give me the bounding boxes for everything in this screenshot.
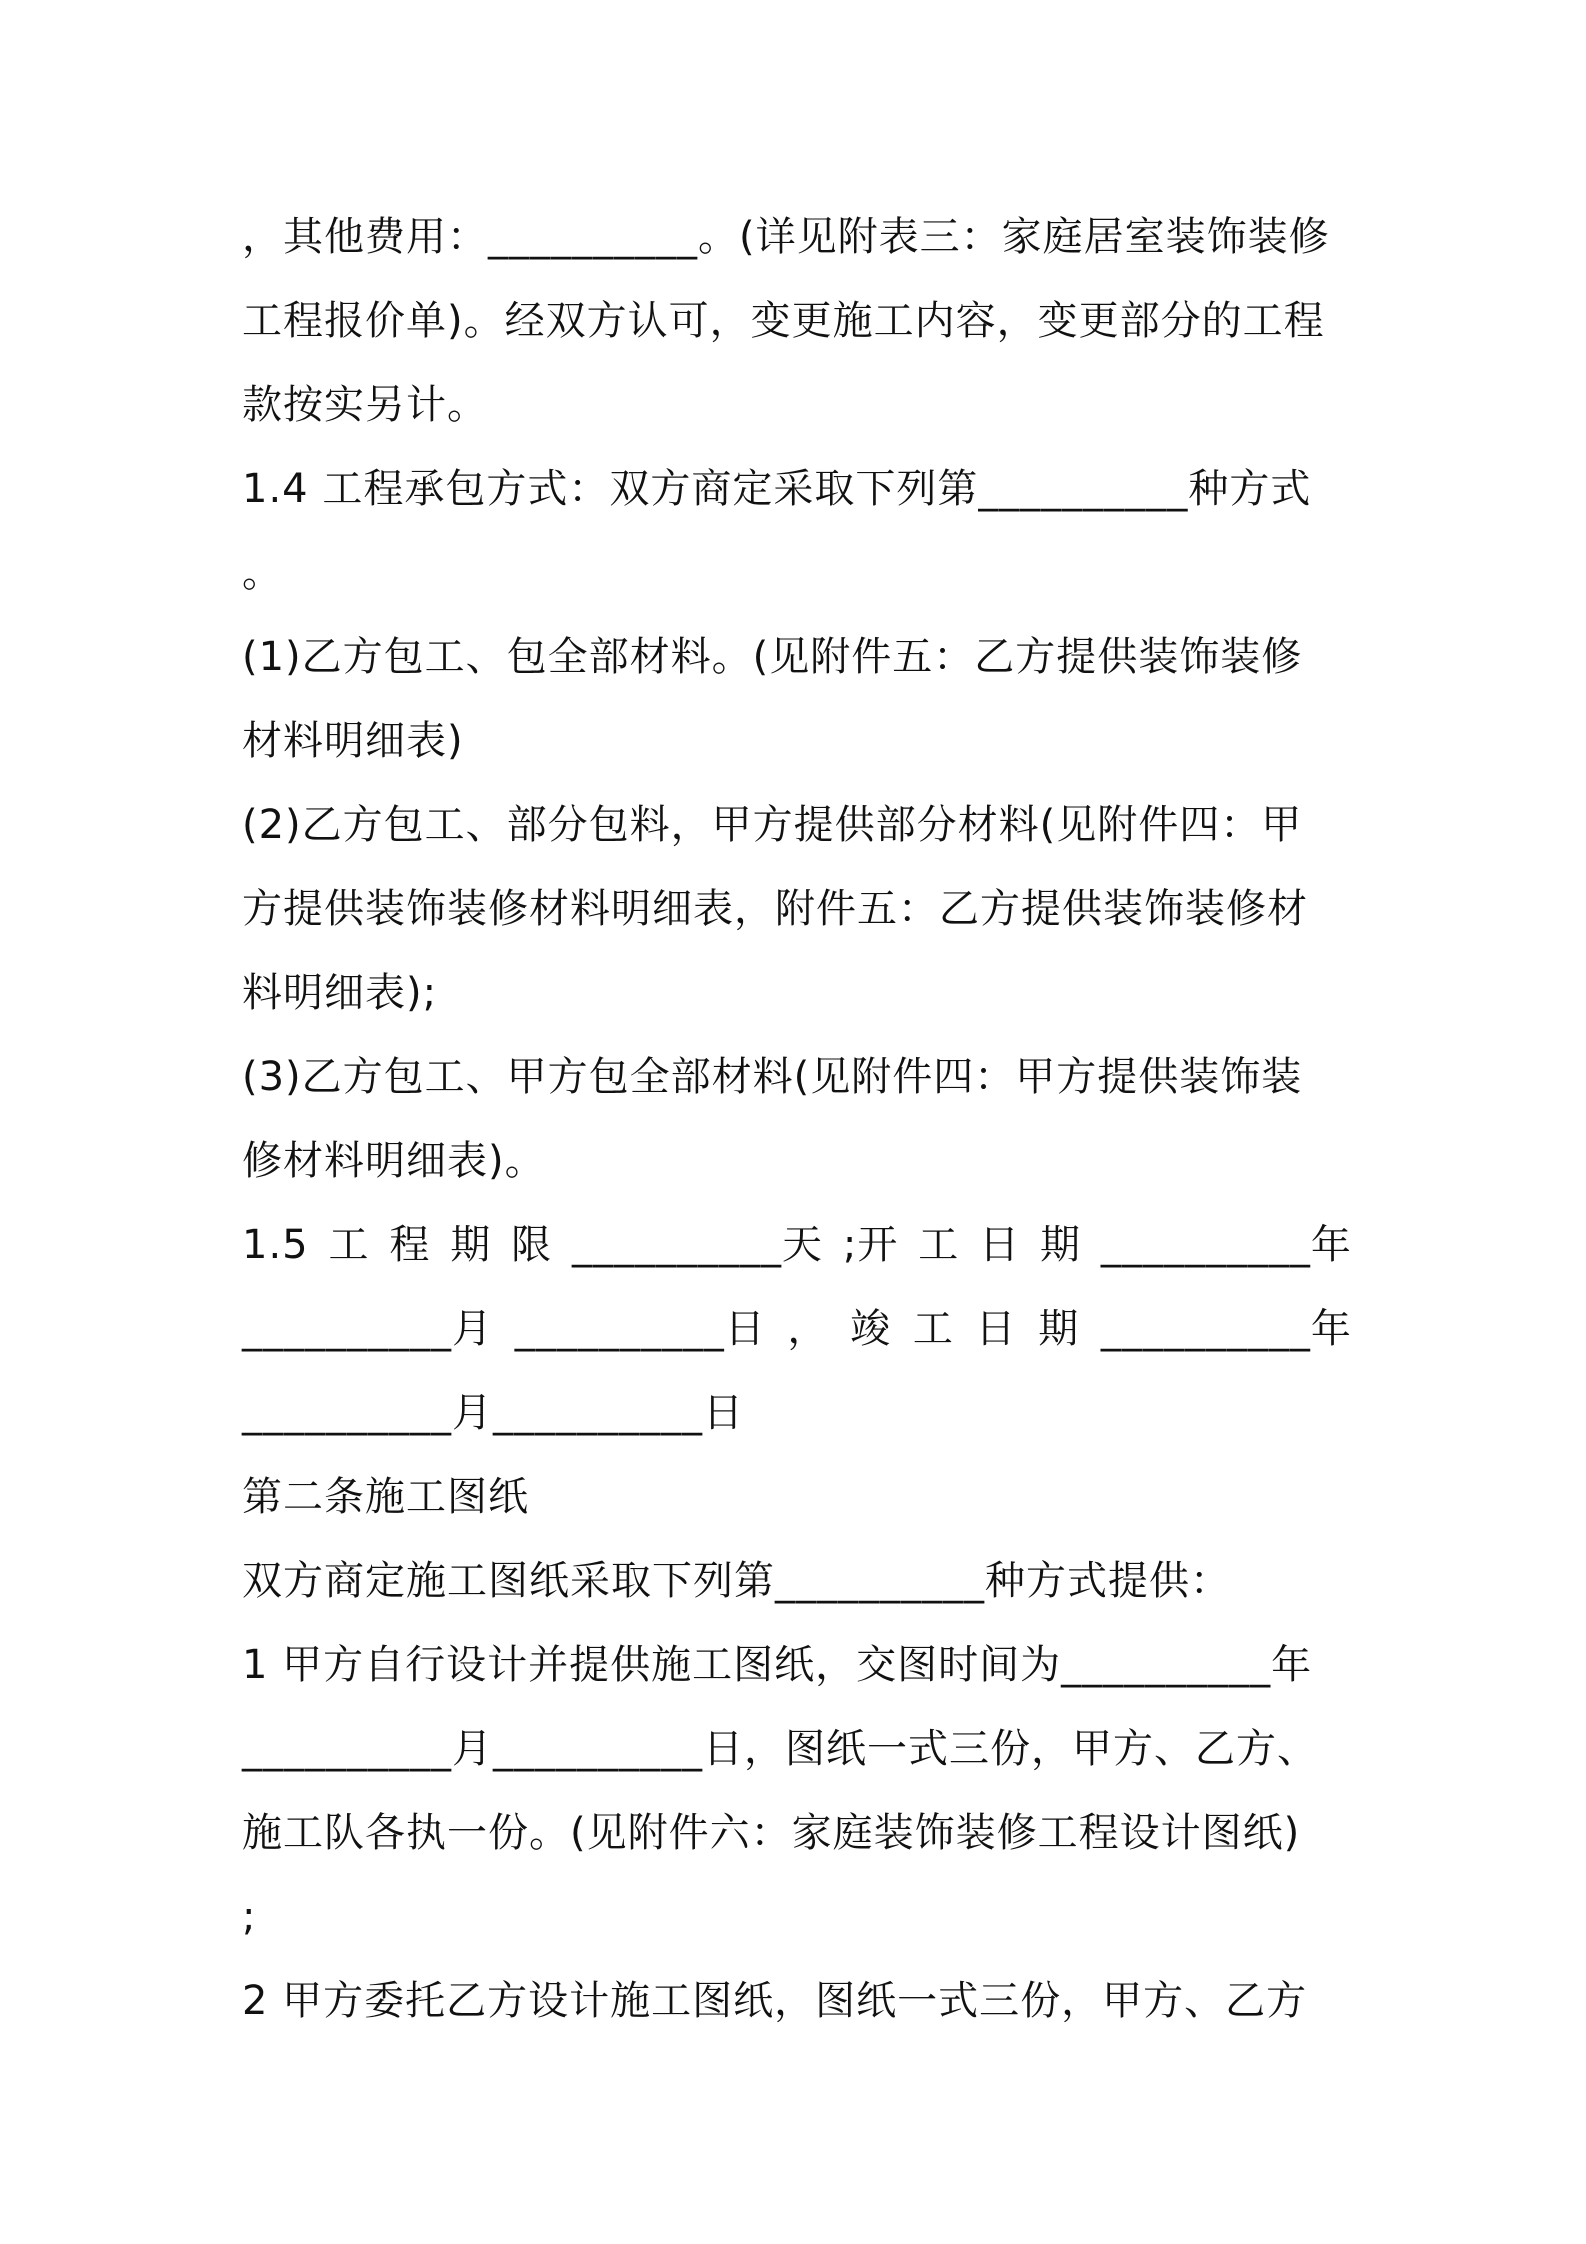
text-line: 修材料明细表)。: [242, 1138, 546, 1184]
contract-text: [242, 195, 1352, 2043]
text-line: __________月__________日: [242, 1390, 744, 1436]
text-line: (3)乙方包工、甲方包全部材料(见附件四：甲方提供装饰装: [242, 1054, 1303, 1100]
text-line: 1 甲方自行设计并提供施工图纸，交图时间为__________年: [242, 1642, 1313, 1688]
period-token: __________年: [1100, 1306, 1352, 1352]
period-token: __________日: [514, 1306, 766, 1352]
period-token: 1.5: [242, 1222, 309, 1268]
period-token: __________年: [1100, 1222, 1352, 1268]
text-line: 料明细表);: [242, 970, 438, 1016]
text-line: 工程报价单)。经双方认可，变更施工内容，变更部分的工程: [242, 298, 1325, 344]
period-token: __________月: [242, 1306, 493, 1352]
period-token: 期: [450, 1222, 492, 1268]
text-line: 施工队各执一份。(见附件六：家庭装饰装修工程设计图纸): [242, 1810, 1301, 1856]
period-token: 工: [918, 1222, 960, 1268]
period-token: 期: [1038, 1306, 1080, 1352]
text-line: 1.4 工程承包方式：双方商定采取下列第__________种方式: [242, 466, 1312, 512]
period-token: 期: [1039, 1222, 1081, 1268]
text-line: (1)乙方包工、包全部材料。(见附件五：乙方提供装饰装修: [242, 634, 1303, 680]
completion-date-line: [242, 1287, 1352, 1371]
text-line: ;: [242, 1894, 257, 1940]
period-token: 限: [511, 1222, 553, 1268]
text-line: 双方商定施工图纸采取下列第__________种方式提供：: [242, 1558, 1231, 1604]
section-heading: 第二条施工图纸: [242, 1474, 529, 1520]
period-token: 工: [328, 1222, 370, 1268]
text-line: 材料明细表): [242, 718, 464, 764]
text-line: 2 甲方委托乙方设计施工图纸，图纸一式三份，甲方、乙方: [242, 1978, 1308, 2024]
period-token: 日: [979, 1222, 1021, 1268]
text-line: 。: [242, 550, 283, 596]
period-token: __________天: [572, 1222, 823, 1268]
period-token: 日: [975, 1306, 1017, 1352]
period-token: ;开: [842, 1222, 899, 1268]
text-line: ，其他费用：__________。(详见附表三：家庭居室装饰装修: [242, 214, 1330, 260]
period-token: 工: [912, 1306, 954, 1352]
period-token: 程: [389, 1222, 431, 1268]
construction-period-line: [242, 1203, 1352, 1287]
period-token: 竣: [850, 1306, 892, 1352]
period-token: ，: [787, 1306, 829, 1352]
text-line: __________月__________日，图纸一式三份，甲方、乙方、: [242, 1726, 1318, 1772]
text-line: (2)乙方包工、部分包料，甲方提供部分材料(见附件四：甲: [242, 802, 1303, 848]
text-line: 款按实另计。: [242, 382, 488, 428]
text-line: 方提供装饰装修材料明细表，附件五：乙方提供装饰装修材: [242, 886, 1308, 932]
